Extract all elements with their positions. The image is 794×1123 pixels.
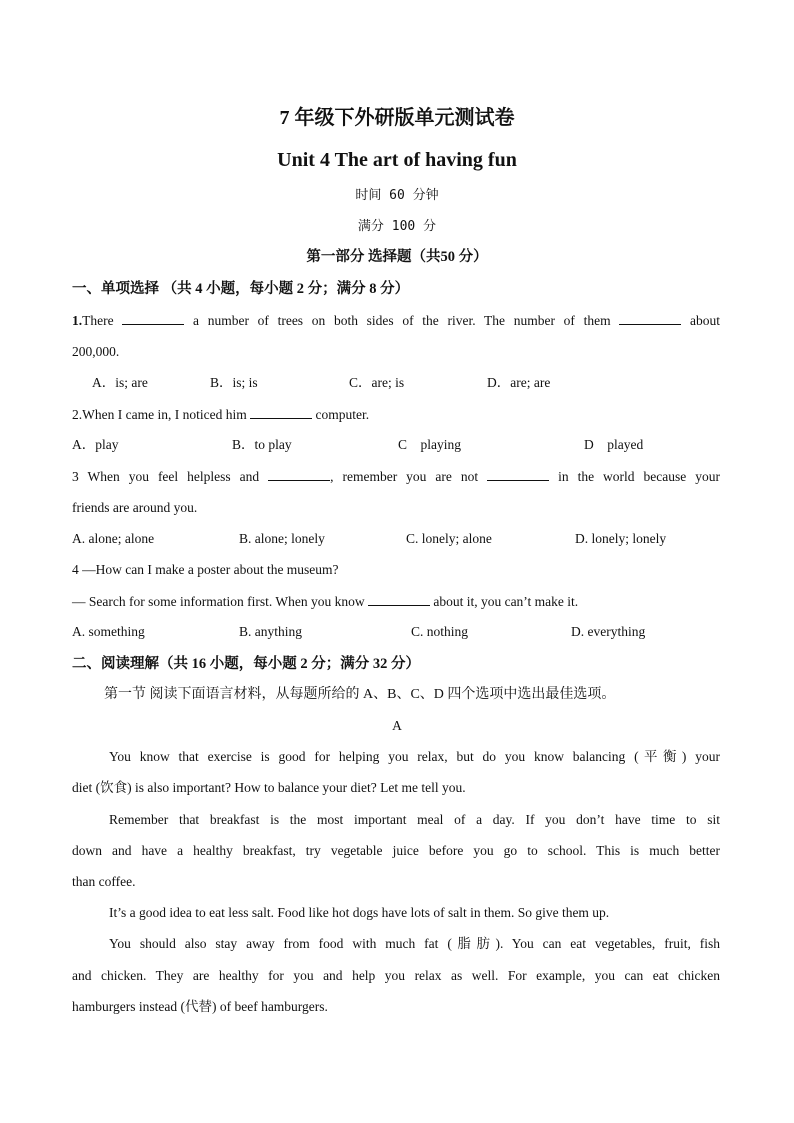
passage-line: Remember that breakfast is the most important meal of a day. If you don’t have time to sit <box>109 812 720 827</box>
part-one-heading: 第一部分 选择题（共50 分） <box>306 249 488 265</box>
answer-blank <box>268 467 330 481</box>
option-b: B. alone; lonely <box>239 531 325 546</box>
passage-line: It’s a good idea to eat less salt. Food like hot dogs have lots of salt in them. So give them up. <box>109 905 610 920</box>
passage-line: diet (饮食) is also important? How to balance your diet? Let me tell you. <box>72 780 466 795</box>
option-d: D．are; are <box>487 375 551 390</box>
question-1-line-2: 200,000. <box>72 344 120 359</box>
option-d: D. everything <box>571 624 646 639</box>
time-limit: 时间 60 分钟 <box>355 188 439 203</box>
unit-subtitle: Unit 4 The art of having fun <box>277 149 517 171</box>
question-4-line-1: 4 —How can I make a poster about the museum? <box>72 562 339 577</box>
option-c: C. nothing <box>411 624 469 639</box>
passage-line: down and have a healthy breakfast, try vegetable juice before you go to school. This is much better <box>72 843 720 858</box>
answer-blank <box>122 311 184 325</box>
option-a: A. alone; alone <box>72 531 155 546</box>
option-b: B．is; is <box>210 375 258 390</box>
passage-line: You should also stay away from food with much fat (脂肪). You can eat vegetables, fruit, fish <box>109 936 720 951</box>
answer-blank <box>250 405 312 419</box>
reading-instruction: 第一节 阅读下面语言材料，从每题所给的 A、B、C、D 四个选项中选出最佳选项。 <box>104 687 616 702</box>
question-3-line-1: 3 When you feel helpless and , remember you are not in the world because your <box>72 469 720 484</box>
passage-label: A <box>392 718 402 733</box>
question-2-stem: 2.When I came in, I noticed him computer. <box>72 407 370 422</box>
page-title: 7 年级下外研版单元测试卷 <box>279 107 515 129</box>
answer-blank <box>619 311 681 325</box>
section-two-heading: 二、阅读理解（共 16 小题，每小题 2 分；满分 32 分） <box>72 656 420 672</box>
option-a: A．play <box>72 437 119 452</box>
section-one-heading: 一、单项选择 （共 4 小题，每小题 2 分；满分 8 分） <box>72 281 410 297</box>
option-d: D played <box>584 437 644 452</box>
option-c: C. lonely; alone <box>406 531 492 546</box>
option-a: A. something <box>72 624 145 639</box>
option-c: C playing <box>398 437 461 452</box>
option-b: B. anything <box>239 624 302 639</box>
option-c: C．are; is <box>349 375 405 390</box>
passage-line: than coffee. <box>72 874 136 889</box>
passage-line: You know that exercise is good for helping you relax, but do you know balancing (平衡) your <box>109 749 720 764</box>
answer-blank <box>368 592 430 606</box>
question-4-line-2: — Search for some information first. When you know about it, you can’t make it. <box>72 594 579 609</box>
answer-blank <box>487 467 549 481</box>
passage-line: and chicken. They are healthy for you and help you relax as well. For example, you can eat chicken <box>72 968 720 983</box>
question-1-number: 1. <box>72 313 83 328</box>
question-1-line-1: 1.There a number of trees on both sides of the river. The number of them about <box>72 313 721 328</box>
option-b: B．to play <box>232 437 292 452</box>
option-a: A．is; are <box>92 375 148 390</box>
passage-line: hamburgers instead (代替) of beef hamburgers. <box>72 999 328 1014</box>
question-3-line-2: friends are around you. <box>72 500 198 515</box>
option-d: D. lonely; lonely <box>575 531 667 546</box>
full-score: 满分 100 分 <box>357 219 437 234</box>
